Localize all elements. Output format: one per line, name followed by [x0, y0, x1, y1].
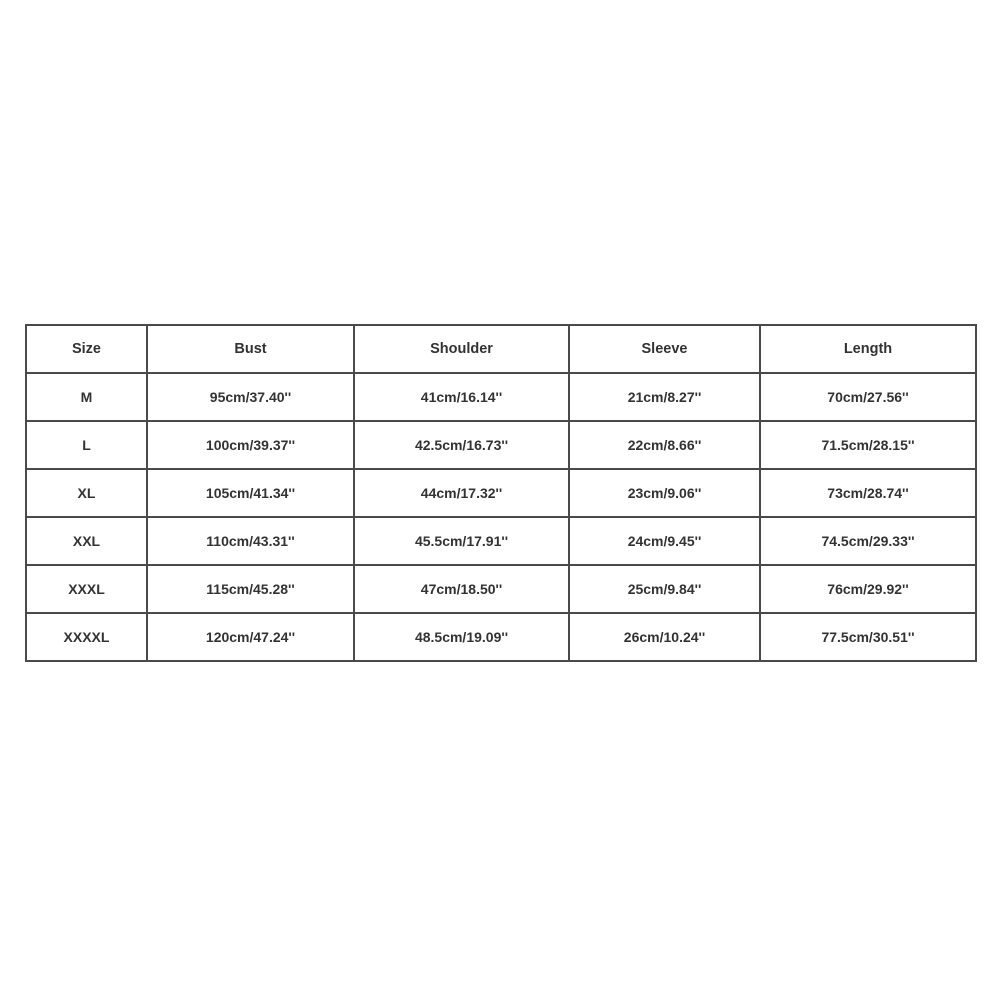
cell-shoulder: 42.5cm/16.73'': [354, 421, 569, 469]
cell-bust: 115cm/45.28'': [147, 565, 354, 613]
cell-size: XXXXL: [26, 613, 147, 661]
size-chart-table: [25, 324, 977, 662]
header-row: [26, 325, 976, 373]
cell-sleeve: 22cm/8.66'': [569, 421, 760, 469]
cell-sleeve: 26cm/10.24'': [569, 613, 760, 661]
cell-length: 73cm/28.74'': [760, 469, 976, 517]
cell-size: L: [26, 421, 147, 469]
cell-bust: 95cm/37.40'': [147, 373, 354, 421]
cell-size: XL: [26, 469, 147, 517]
header-length: Length: [760, 325, 976, 373]
cell-bust: 120cm/47.24'': [147, 613, 354, 661]
cell-length: 71.5cm/28.15'': [760, 421, 976, 469]
cell-shoulder: 45.5cm/17.91'': [354, 517, 569, 565]
cell-size: XXL: [26, 517, 147, 565]
cell-size: XXXL: [26, 565, 147, 613]
cell-length: 77.5cm/30.51'': [760, 613, 976, 661]
cell-shoulder: 48.5cm/19.09'': [354, 613, 569, 661]
cell-shoulder: 47cm/18.50'': [354, 565, 569, 613]
cell-shoulder: 41cm/16.14'': [354, 373, 569, 421]
cell-bust: 105cm/41.34'': [147, 469, 354, 517]
table-row: [26, 469, 976, 517]
table-row: [26, 373, 976, 421]
cell-sleeve: 21cm/8.27'': [569, 373, 760, 421]
table-row: [26, 421, 976, 469]
cell-sleeve: 25cm/9.84'': [569, 565, 760, 613]
table-row: [26, 565, 976, 613]
cell-length: 76cm/29.92'': [760, 565, 976, 613]
cell-size: M: [26, 373, 147, 421]
cell-shoulder: 44cm/17.32'': [354, 469, 569, 517]
cell-length: 70cm/27.56'': [760, 373, 976, 421]
cell-length: 74.5cm/29.33'': [760, 517, 976, 565]
header-size: Size: [26, 325, 147, 373]
cell-bust: 100cm/39.37'': [147, 421, 354, 469]
cell-bust: 110cm/43.31'': [147, 517, 354, 565]
cell-sleeve: 23cm/9.06'': [569, 469, 760, 517]
header-sleeve: Sleeve: [569, 325, 760, 373]
table-row: [26, 517, 976, 565]
table-row: [26, 613, 976, 661]
header-shoulder: Shoulder: [354, 325, 569, 373]
cell-sleeve: 24cm/9.45'': [569, 517, 760, 565]
header-bust: Bust: [147, 325, 354, 373]
